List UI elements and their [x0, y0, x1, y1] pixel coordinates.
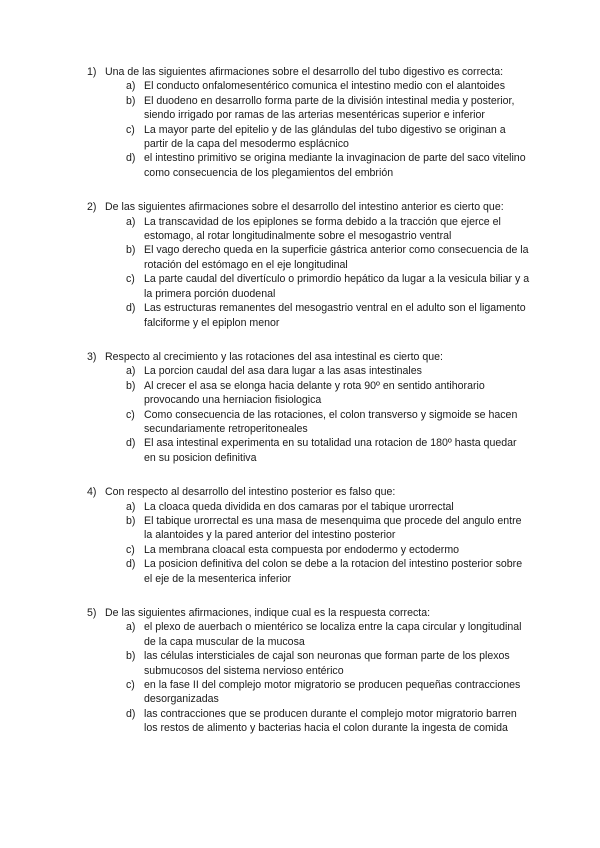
- question-stem: [0, 606, 600, 620]
- option-letter: a): [126, 80, 136, 93]
- question-number: 5): [87, 607, 97, 619]
- option-b: [0, 514, 600, 543]
- option-text: La porcion caudal del asa dara lugar a las asas intestinales: [144, 365, 422, 378]
- option-letter: d): [126, 437, 136, 450]
- option-text: las células intersticiales de cajal son neuronas que forman parte de los plexos submucosos del sistema nervioso entérico: [144, 650, 510, 677]
- option-letter: a): [126, 215, 136, 228]
- question-2: [0, 200, 600, 330]
- question-text: Una de las siguientes afirmaciones sobre el desarrollo del tubo digestivo es correcta:: [105, 66, 504, 78]
- question-stem: [0, 485, 600, 499]
- exam-page: [0, 65, 600, 756]
- question-1: [0, 65, 600, 180]
- question-4: [0, 485, 600, 586]
- option-c: [0, 408, 600, 437]
- option-letter: b): [126, 379, 136, 392]
- question-text: De las siguientes afirmaciones sobre el desarrollo del intestino anterior es cierto que:: [105, 201, 504, 214]
- option-text: el plexo de auerbach o mientérico se localiza entre la capa circular y longitudinal de la capa muscular de la mucosa: [144, 621, 522, 648]
- option-a: [0, 620, 600, 649]
- option-letter: a): [126, 621, 136, 634]
- question-text: Con respecto al desarrollo del intestino posterior es falso que:: [105, 486, 396, 499]
- question-3: [0, 350, 600, 465]
- option-d: [0, 436, 600, 465]
- option-text: El conducto onfalomesentérico comunica el intestino medio con el alantoides: [144, 80, 505, 93]
- option-b: [0, 649, 600, 678]
- option-text: el intestino primitivo se origina mediante la invaginacion de parte del saco vitelino como consecuencia de los plegamientos del embrión: [144, 152, 526, 179]
- option-text: El tabique urorrectal es una masa de mesenquima que procede del angulo entre la alantoides y la pared anterior del intestino posterior: [144, 514, 522, 542]
- option-text: La cloaca queda dividida en dos camaras por el tabique urorrectal: [144, 500, 454, 513]
- option-text: La transcavidad de los epiplones se forma debido a la tracción que ejerce el estomago, al rotar longitudinalmente sobre el mesogastrio ventral: [144, 215, 501, 243]
- option-text: La parte caudal del divertículo o primordio hepático da lugar a la vesicula biliar y a la primera porción duodenal: [144, 273, 530, 300]
- option-b: [0, 243, 600, 272]
- option-letter: a): [126, 500, 136, 513]
- option-letter: b): [126, 514, 136, 527]
- option-c: [0, 272, 600, 301]
- option-letter: c): [126, 543, 135, 556]
- option-text: Al crecer el asa se elonga hacia delante y rota 90º en sentido antihorario provocando una herniacion fisiologica: [144, 379, 485, 407]
- question-number: 2): [87, 201, 97, 214]
- option-c: [0, 123, 600, 152]
- option-letter: b): [126, 650, 136, 663]
- option-a: [0, 215, 600, 244]
- option-d: [0, 707, 600, 736]
- option-letter: d): [126, 302, 136, 315]
- option-c: [0, 543, 600, 557]
- option-text: en la fase II del complejo motor migratorio se producen pequeñas contracciones desorganizadas: [144, 679, 521, 706]
- option-text: La posicion definitiva del colon se debe a la rotacion del intestino posterior sobre el eje de la mesenterica inferior: [144, 558, 523, 585]
- option-text: La membrana cloacal esta compuesta por endodermo y ectodermo: [144, 543, 460, 556]
- question-stem: [0, 200, 600, 214]
- question-stem: [0, 350, 600, 364]
- option-letter: c): [126, 679, 135, 692]
- option-text: El asa intestinal experimenta en su totalidad una rotacion de 180º hasta quedar en su posicion definitiva: [144, 437, 517, 464]
- question-text: De las siguientes afirmaciones, indique cual es la respuesta correcta:: [105, 607, 431, 619]
- question-number: 3): [87, 350, 97, 363]
- option-d: [0, 557, 600, 586]
- option-letter: d): [126, 707, 136, 720]
- option-letter: d): [126, 152, 136, 165]
- question-text: Respecto al crecimiento y las rotaciones del asa intestinal es cierto que:: [105, 350, 443, 363]
- option-d: [0, 301, 600, 330]
- option-a: [0, 79, 600, 93]
- option-c: [0, 678, 600, 707]
- option-a: [0, 364, 600, 378]
- option-d: [0, 151, 600, 180]
- option-letter: b): [126, 244, 136, 257]
- option-text: las contracciones que se producen durante el complejo motor migratorio barren los restos de alimento y bacterias hacia el colon durante la ingesta de comida: [144, 707, 517, 735]
- option-text: El vago derecho queda en la superficie gástrica anterior como consecuencia de la rotación del estómago en el eje longitudinal: [144, 244, 529, 271]
- option-b: [0, 379, 600, 408]
- option-a: [0, 500, 600, 514]
- option-text: Las estructuras remanentes del mesogastrio ventral en el adulto son el ligamento falciforme y el epiplon menor: [144, 302, 526, 329]
- option-text: El duodeno en desarrollo forma parte de la división intestinal media y posterior, siendo irrigado por ramas de las arterias mesentéricas superior e inferior: [144, 94, 515, 122]
- option-text: La mayor parte del epitelio y de las glándulas del tubo digestivo se originan a partir de la capa del mesodermo esplácnico: [144, 123, 506, 151]
- question-number: 4): [87, 486, 97, 499]
- option-letter: d): [126, 558, 136, 571]
- option-letter: a): [126, 365, 136, 378]
- option-text: Como consecuencia de las rotaciones, el colon transverso y sigmoide se hacen secundariamente retroperitoneales: [144, 408, 518, 435]
- option-letter: c): [126, 123, 135, 136]
- option-letter: c): [126, 408, 135, 421]
- question-stem: [0, 65, 600, 79]
- option-b: [0, 94, 600, 123]
- question-number: 1): [87, 66, 97, 78]
- option-letter: c): [126, 273, 135, 286]
- question-5: [0, 606, 600, 736]
- option-letter: b): [126, 94, 136, 107]
